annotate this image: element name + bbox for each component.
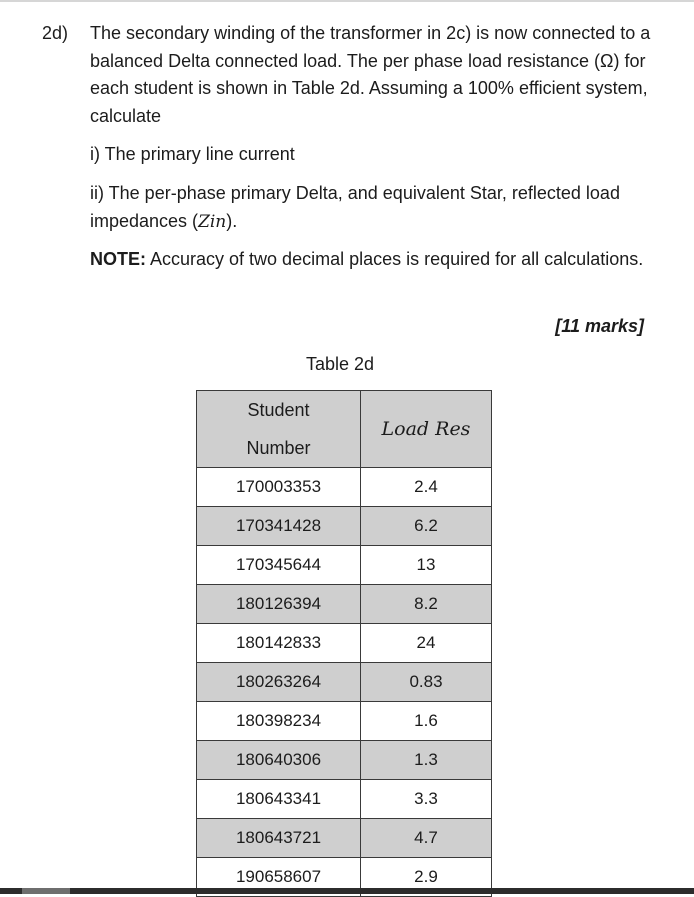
- load-res-cell: 13: [361, 546, 492, 585]
- load-res-cell: 3.3: [361, 780, 492, 819]
- load-res-cell: 1.3: [361, 741, 492, 780]
- table-row: [197, 546, 492, 585]
- student-number-cell: 170341428: [197, 507, 361, 546]
- load-res-cell: 6.2: [361, 507, 492, 546]
- load-res-cell: 8.2: [361, 585, 492, 624]
- top-rule: [0, 0, 694, 2]
- load-res-cell: 4.7: [361, 819, 492, 858]
- student-number-cell: 180142833: [197, 624, 361, 663]
- student-number-cell: 180263264: [197, 663, 361, 702]
- question-part-i: i) The primary line current: [90, 144, 295, 164]
- marks-label: [11 marks]: [555, 316, 644, 336]
- load-res-cell: 2.9: [361, 858, 492, 897]
- question-part-ii: [90, 180, 670, 236]
- table-header-row: [197, 391, 492, 468]
- table-row: [197, 507, 492, 546]
- header-student-number: [197, 391, 361, 468]
- table-row: [197, 702, 492, 741]
- table-row: [197, 663, 492, 702]
- table-row: [197, 741, 492, 780]
- table-row: [197, 780, 492, 819]
- table-row: [197, 819, 492, 858]
- horizontal-scrollbar[interactable]: [0, 888, 694, 894]
- student-number-cell: 170003353: [197, 468, 361, 507]
- header-load-res: Load Res: [361, 391, 492, 468]
- table-row: [197, 624, 492, 663]
- student-number-cell: 180643341: [197, 780, 361, 819]
- note-label: NOTE:: [90, 249, 146, 269]
- load-res-cell: 0.83: [361, 663, 492, 702]
- question-number: 2d): [42, 23, 69, 43]
- load-res-cell: 2.4: [361, 468, 492, 507]
- note-text: Accuracy of two decimal places is required for all calculations.: [146, 249, 644, 269]
- part-ii-suffix: ).: [226, 210, 238, 231]
- student-number-cell: 180126394: [197, 585, 361, 624]
- student-number-cell: 180398234: [197, 702, 361, 741]
- load-res-cell: 1.6: [361, 702, 492, 741]
- student-number-cell: 170345644: [197, 546, 361, 585]
- student-number-cell: 180640306: [197, 741, 361, 780]
- table-row: [197, 585, 492, 624]
- header-student-line1: Student: [247, 400, 310, 420]
- scrollbar-thumb[interactable]: [22, 888, 70, 894]
- student-number-cell: 180643721: [197, 819, 361, 858]
- header-student-line2: Number: [246, 438, 311, 458]
- table-caption: Table 2d: [306, 354, 375, 374]
- load-resistance-table: [196, 390, 492, 897]
- student-number-cell: 190658607: [197, 858, 361, 897]
- note: [90, 246, 650, 274]
- load-res-cell: 24: [361, 624, 492, 663]
- question-intro: The secondary winding of the transformer in 2c) is now connected to a balanced Delta connected load. The per phase load resistance (Ω) for each student is shown in Table 2d. Assuming a 100% efficient system, calculate: [90, 23, 651, 126]
- zin-symbol: Zin: [198, 211, 227, 232]
- part-ii-text: ii) The per-phase primary Delta, and equivalent Star, reflected load impedances (: [90, 183, 620, 231]
- table-row: [197, 468, 492, 507]
